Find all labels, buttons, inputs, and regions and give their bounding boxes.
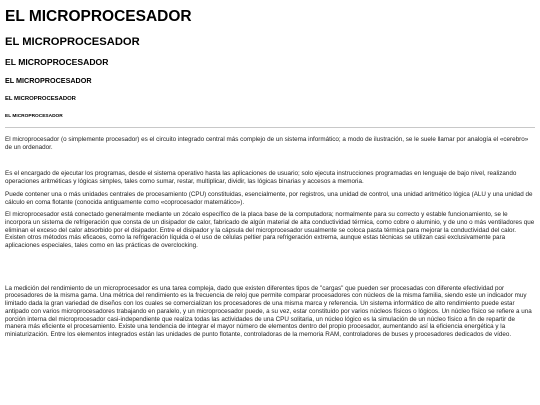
- heading-level-1: EL MICROPROCESADOR: [5, 8, 192, 25]
- paragraph-performance: La medición del rendimiento de un microprocesador es una tarea compleja, dado que existen diferentes tipos de "cargas" que pueden ser procesadas con diferente efectividad por procesadores de la misma gama. Una métrica del rendimiento es la frecuencia de reloj que permite comparar procesadores con núcleos de la misma familia, siendo este un indicador muy limitado dada la gran variedad de diseños con los cuales se comercializan los procesadores de una misma marca y referencia. Un sistema informático de alto rendimiento puede estar antipado con varios microprocesadores trabajando en paralelo, y un microprocesador puede, a su vez, estar constituido por varios núcleos físicos o lógicos. Un núcleo físico se refiere a una porción interna del microprocesador casi-independiente que realiza todas las actividades de una CPU solitaria, un núcleo lógico es la simulación de un núcleo físico a fin de repartir de manera más eficiente el procesamiento. Existe una tendencia de integrar el mayor número de elementos dentro del propio procesador, aumentando así la eficiencia energética y la miniaturización. Entre los elementos integrados están las unidades de punto flotante, controladoras de la memoria RAM, controladores de buses y procesadores dedicados de vídeo.: [5, 284, 532, 338]
- heading-level-2: EL MICROPROCESADOR: [5, 36, 140, 48]
- heading-level-5: EL MICROPROCESADOR: [5, 96, 76, 102]
- paragraph-execution: Es el encargado de ejecutar los programas, desde el sistema operativo hasta las aplicaciones de usuario; solo ejecuta instrucciones programadas en lenguaje de bajo nivel, realizando operaciones aritméticas y lógicas simples, tales como sumar, restar, multiplicar, dividir, las lógicas binarias y accesos a memoria.: [5, 170, 517, 186]
- paragraph-cooling: El microprocesador está conectado generalmente mediante un zócalo específico de la placa base de la computadora; normalmente para su correcto y estable funcionamiento, se le incorpora un sistema de refrigeración que consta de un disipador de calor, fabricado de algún material de alta conductividad térmica, como cobre o aluminio, y de uno o más ventiladores que eliminan el exceso del calor absorbido por el disipador. Entre el disipador y la cápsula del microprocesador usualmente se coloca pasta térmica para mejorar la conductividad del calor. Existen otros métodos más eficaces, como la refrigeración líquida o el uso de células peltier para refrigeración extrema, aunque estas técnicas se utilizan casi exclusivamente para aplicaciones especiales, tales como en las prácticas de overclocking.: [5, 211, 535, 250]
- heading-level-3: EL MICROPROCESADOR: [5, 57, 109, 67]
- horizontal-divider: [5, 127, 535, 128]
- paragraph-cpu-units: Puede contener una o más unidades centrales de procesamiento (CPU) constituidas, esencialmente, por registros, una unidad de control, una unidad aritmético lógica (ALU y una unidad de cálculo en coma flotante (conocida antiguamente como «coprocesador matemático»).: [5, 190, 533, 206]
- heading-level-6: EL MICROPROCESADOR: [5, 114, 63, 119]
- intro-paragraph: El microprocesador (o simplemente procesador) es el circuito integrado central más complejo de un sistema informático; a modo de ilustración, se le suele llamar por analogía el «cerebro» de un ordenador.: [5, 136, 529, 151]
- heading-level-4: EL MICROPROCESADOR: [5, 76, 92, 85]
